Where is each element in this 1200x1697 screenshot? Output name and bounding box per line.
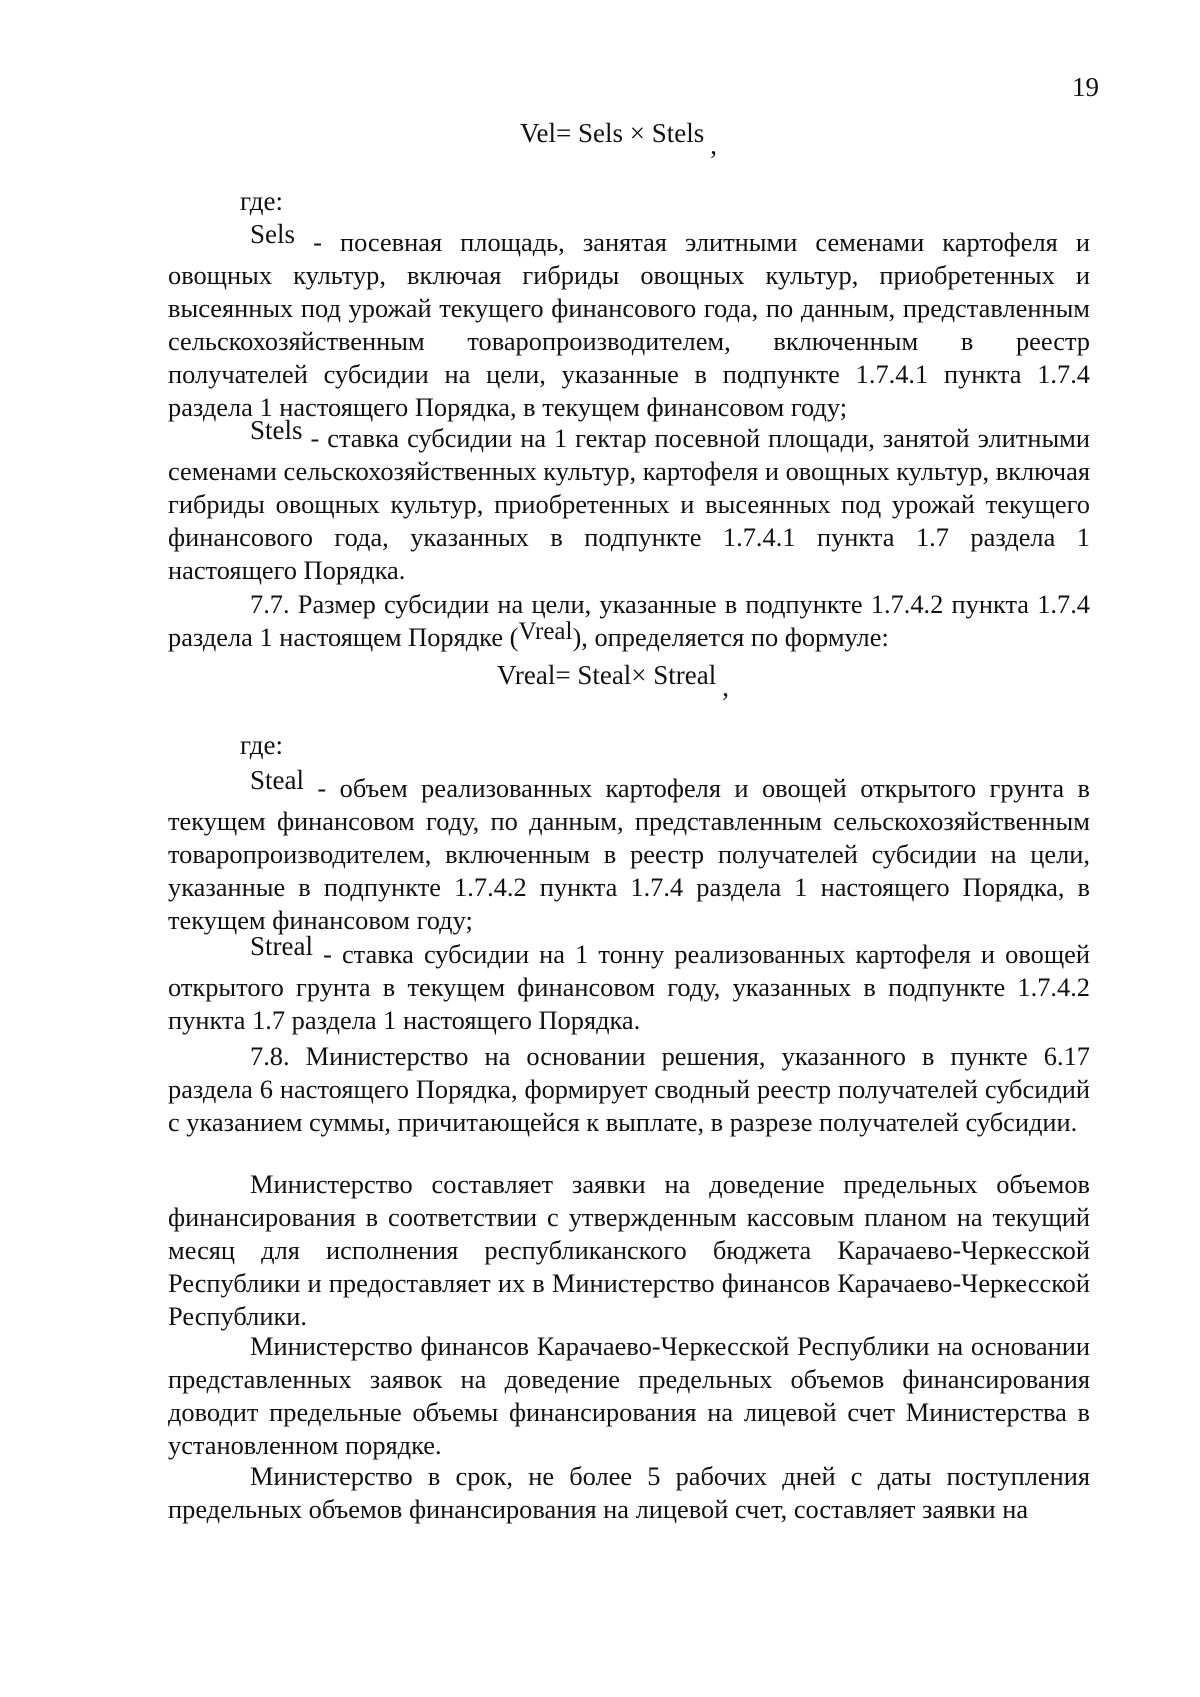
formula-vel [520, 118, 717, 160]
page-number: 19 [1072, 72, 1099, 102]
symbol-steal: Steal [250, 765, 304, 795]
formula-vreal-text: Vreal= Steal× Streal [497, 660, 717, 690]
definition-steal-text: - объем реализованных картофеля и овощей открытого грунта в текущем финансовом году, по данным, представленным сельскохозяйственным товаропроизводителем, включенным в реестр получателей субсидии на цели, указанные в подпункте 1.7.4.2 пункта 1.7.4 раздела 1 настоящего Порядка, в текущем финансовом году; [168, 773, 1090, 935]
paragraph-deadline: Министерство в срок, не более 5 рабочих дней с даты поступления предельных объемов финансирования на лицевой счет, составляет заявки на [168, 1461, 1090, 1524]
formula-vel-comma: , [710, 130, 717, 160]
symbol-streal: Streal [250, 931, 313, 961]
symbol-stels: Stels [250, 415, 303, 445]
paragraph-7-7-after: ), определяется по формуле: [572, 622, 889, 652]
paragraph-finance-ministry: Министерство финансов Карачаево-Черкесской Республики на основании представленных заявок на доведение предельных объемов финансирования доводит предельные объемы финансирования на лицевой счет Министерства в установленном порядке. [168, 1331, 1090, 1460]
definition-stels [168, 415, 1090, 587]
paragraph-requests: Министерство составляет заявки на доведение предельных объемов финансирования в соответствии с утвержденным кассовым планом на текущий месяц для исполнения республиканского бюджета Карачаево-Черкесской Республики и предоставляет их в Министерство финансов Карачаево-Черкесской Республики. [168, 1169, 1090, 1331]
paragraph-7-7 [168, 588, 1090, 655]
definition-streal [168, 931, 1090, 1037]
formula-vel-text: Vel= Sels × Stels [520, 118, 705, 148]
definition-steal [168, 765, 1090, 937]
symbol-sels: Sels [250, 219, 296, 249]
definition-sels [168, 219, 1090, 424]
where-label-2: где: [240, 730, 283, 760]
formula-vreal-comma: , [722, 672, 730, 702]
symbol-vreal: Vreal [518, 618, 573, 645]
definition-stels-text: - ставка субсидии на 1 гектар посевной площади, занятой элитными семенами сельскохозяйственных культур, картофеля и овощных культур, включая гибриды овощных культур, приобретенных и высеянных под урожай текущего финансового года, указанных в подпункте 1.7.4.1 пункта 1.7 раздела 1 настоящего Порядка. [168, 423, 1090, 585]
definition-sels-text: - посевная площадь, занятая элитными семенами картофеля и овощных культур, включая гибриды овощных культур, приобретенных и высеянных под урожай текущего финансового года, по данным, представленным сельскохозяйственным товаропроизводителем, включенным в реестр получателей субсидии на цели, указанные в подпункте 1.7.4.1 пункта 1.7.4 раздела 1 настоящего Порядка, в текущем финансовом году; [168, 227, 1090, 422]
paragraph-7-8: 7.8. Министерство на основании решения, указанного в пункте 6.17 раздела 6 настоящего Порядка, формирует сводный реестр получателей субсидий с указанием суммы, причитающейся к выплате, в разрезе получателей субсидии. [168, 1041, 1090, 1137]
paragraph-7-7-before: 7.7. Размер субсидии на цели, указанные в подпункте 1.7.4.2 пункта 1.7.4 раздела 1 настоящем Порядке ( [168, 589, 1090, 652]
where-label-1: где: [240, 186, 283, 216]
formula-vreal [497, 660, 730, 702]
definition-streal-text: - ставка субсидии на 1 тонну реализованных картофеля и овощей открытого грунта в текущем финансовом году, указанных в подпункте 1.7.4.2 пункта 1.7 раздела 1 настоящего Порядка. [168, 939, 1090, 1035]
